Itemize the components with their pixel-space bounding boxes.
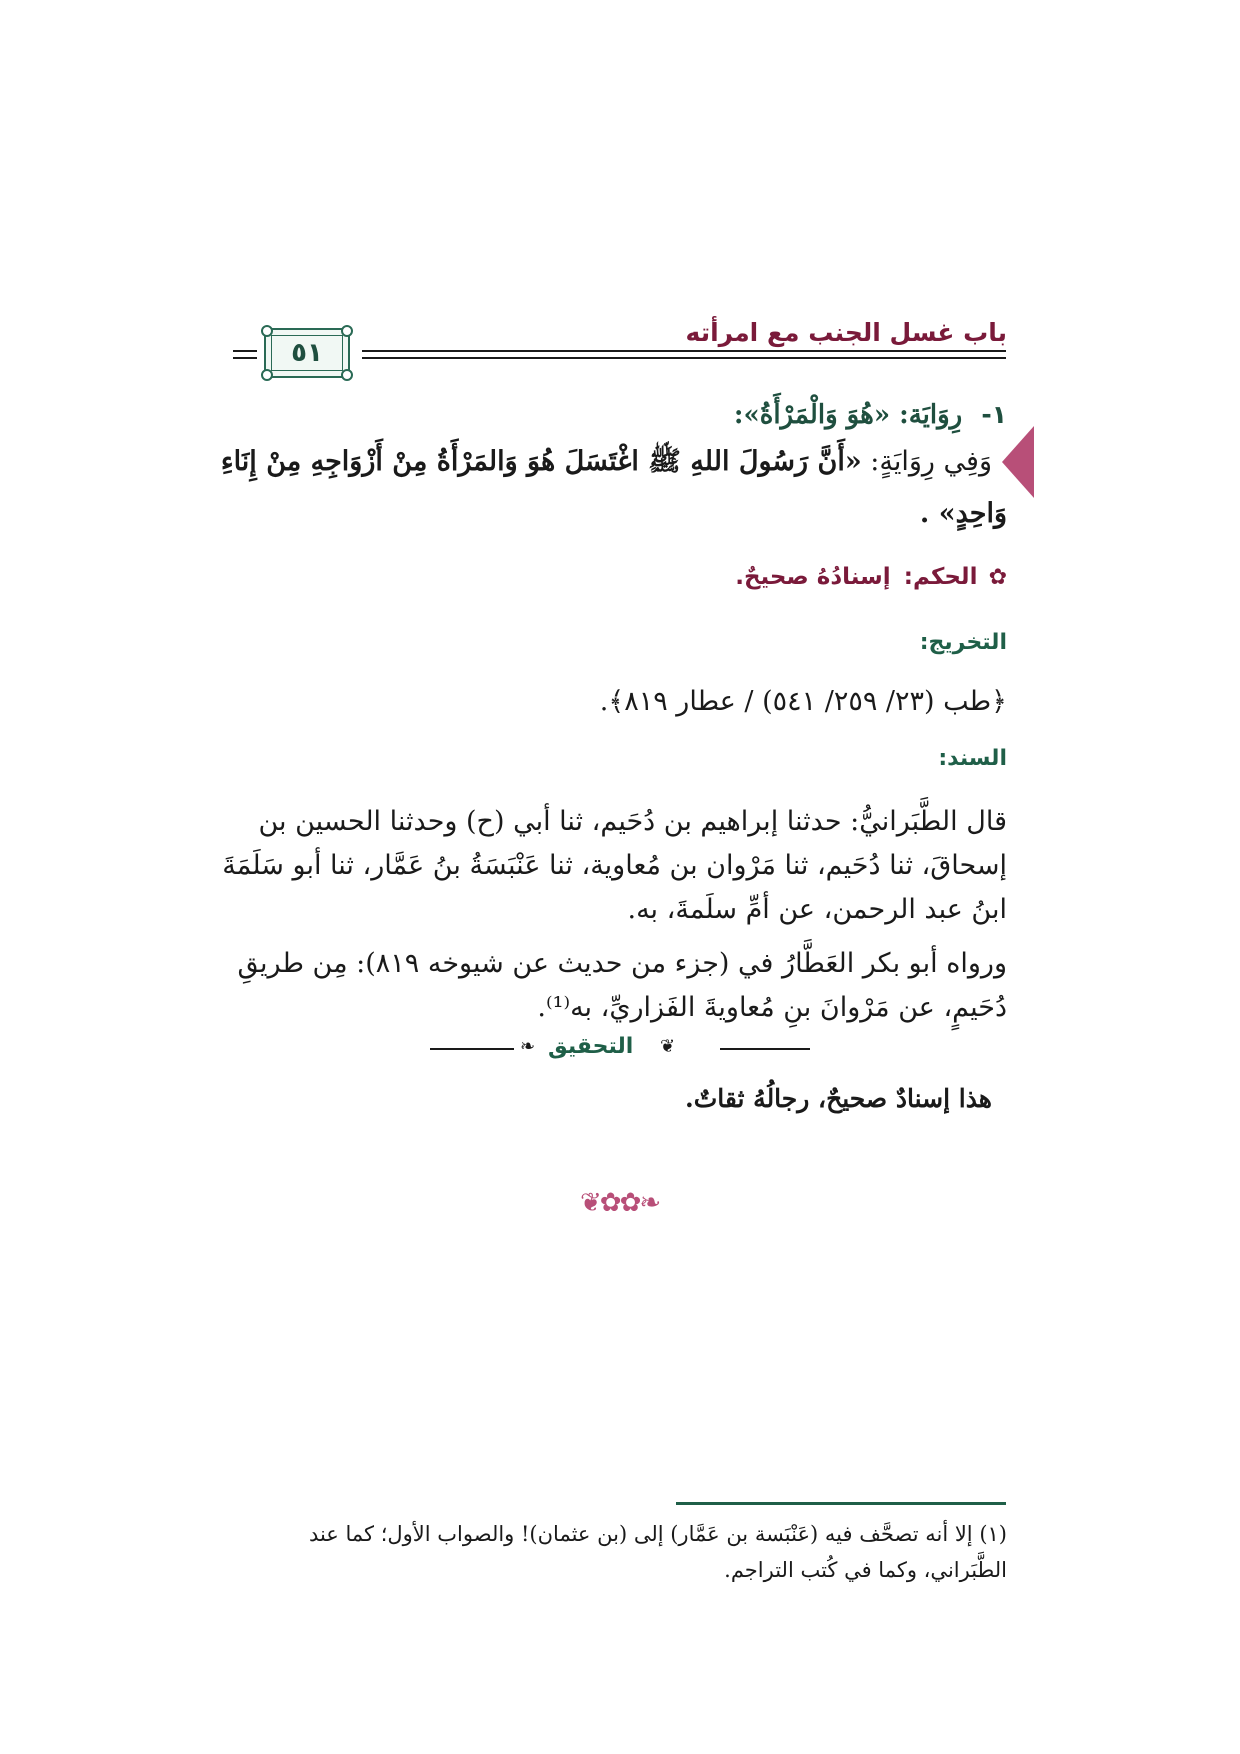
footnote-line: الطَّبَراني، وكما في كُتب التراجم.	[724, 1558, 1007, 1582]
sanad-line: قال الطَّبَرانيُّ: حدثنا إبراهيم بن دُحَيم، ثنا أبي (ح) وحدثنا الحسين بن	[258, 806, 1007, 837]
tahqiq-divider-right	[720, 1048, 810, 1050]
triangle-ornament-icon	[1002, 426, 1034, 498]
header-rule-left-top	[233, 350, 257, 352]
divider-ornament-icon: ❦	[660, 1036, 676, 1057]
hadith-text-1: «أَنَّ رَسُولَ اللهِ ﷺ اغْتَسَلَ هُوَ وَالمَرْأَةُ مِنْ أَزْوَاجِهِ مِنْ إِنَاءِ	[220, 446, 862, 477]
section-title: رِوَايَة: «هُوَ وَالْمَرْأَةُ»:	[733, 400, 963, 430]
footnote	[232, 1516, 1007, 1588]
page-number: ٥١	[271, 335, 343, 371]
sanad-line: ورواه أبو بكر العَطَّارُ في (جزء من حديث عن شيوخه ٨١٩): مِن طريقِ	[237, 948, 1007, 979]
hadith-intro: وَفِي رِوَايَةٍ:	[870, 446, 992, 477]
section-heading	[734, 400, 1007, 430]
takhrij-label: التخريج:	[919, 630, 1007, 655]
ruling-row	[735, 564, 1007, 590]
sanad-paragraph	[222, 800, 1007, 932]
footnote-line: (١) إلا أنه تصحَّف فيه (عَنْبَسة بن عَمَّار) إلى (بن عثمان)! والصواب الأول؛ كما عند	[308, 1522, 1007, 1546]
section-number: ١-	[981, 400, 1007, 429]
header-rule-left-bottom	[233, 357, 257, 359]
header-rule-right-top	[362, 350, 1006, 352]
tahqiq-label: التحقيق	[548, 1034, 634, 1059]
sanad-label: السند:	[938, 746, 1007, 771]
closing-ornament-icon: ❦✿✿❧	[580, 1188, 660, 1218]
sanad-line: إسحاقَ، ثنا دُحَيم، ثنا مَرْوان بن مُعاوية، ثنا عَنْبَسَةُ بنُ عَمَّار، ثنا أبو سَلَمَةَ	[222, 850, 1007, 881]
running-header-title: باب غسل الجنب مع امرأته	[685, 318, 1007, 347]
tahqiq-divider-left	[430, 1048, 514, 1050]
sanad-line: دُحَيمٍ، عن مَرْوانَ بنِ مُعاويةَ الفَزاريِّ، به⁽¹⁾.	[537, 992, 1007, 1023]
page-number-badge	[264, 328, 350, 378]
tahqiq-conclusion: هذا إسنادٌ صحيحٌ، رجالُهُ ثقاتٌ.	[685, 1084, 992, 1113]
divider-ornament-icon: ❧	[520, 1036, 536, 1057]
hadith-line-1	[222, 440, 992, 484]
ruling-value: إسنادُهُ صحيحٌ.	[735, 564, 891, 590]
header-rule-right-bottom	[362, 357, 1006, 359]
takhrij-value: ﴿طب (٢٣/ ٢٥٩/ ٥٤١) / عطار ٨١٩﴾.	[599, 686, 1007, 717]
footnote-rule	[676, 1502, 1006, 1505]
hadith-line-2: وَاحِدٍ» .	[919, 498, 1007, 529]
flower-icon: ✿	[988, 565, 1007, 590]
sanad-paragraph-2	[232, 942, 1007, 1030]
ruling-label: الحكم:	[903, 564, 978, 590]
sanad-line: ابنُ عبد الرحمن، عن أمِّ سلَمةَ، به.	[627, 894, 1007, 925]
